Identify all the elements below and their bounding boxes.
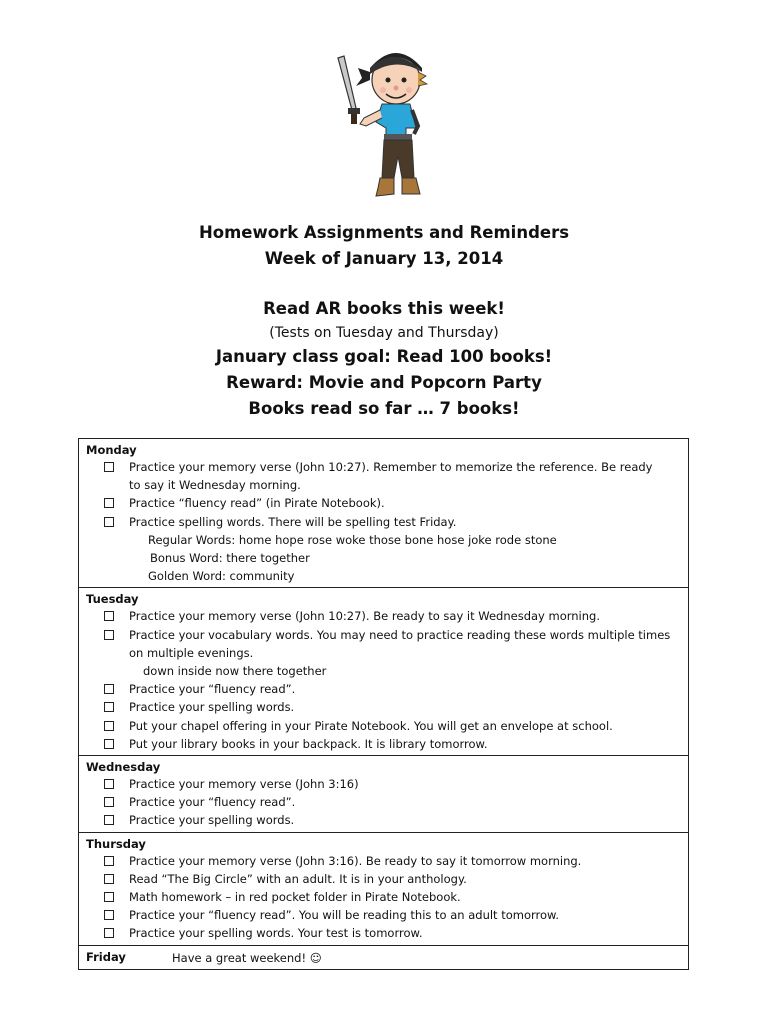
- checkbox: [104, 856, 114, 866]
- checkbox: [104, 630, 114, 640]
- checkbox: [104, 611, 114, 621]
- checkbox: [104, 498, 114, 508]
- list-item: Put your chapel offering in your Pirate Notebook. You will get an envelope at school.: [86, 717, 680, 735]
- list-item: Read “The Big Circle” with an adult. It is in your anthology.: [86, 870, 680, 888]
- day-monday: [79, 439, 688, 588]
- ar-books-heading: Read AR books this week!: [263, 299, 505, 318]
- page-title: Homework Assignments and Reminders: [198, 223, 570, 242]
- bonus-word: Bonus Word: there together: [150, 551, 310, 566]
- weekly-assignments-table: [78, 438, 689, 970]
- list-item-continuation: on multiple evenings.: [129, 645, 254, 660]
- checkbox: [104, 928, 114, 938]
- list-item: Practice your spelling words. Your test is tomorrow.: [86, 924, 680, 942]
- list-item-continuation: to say it Wednesday morning.: [129, 478, 301, 493]
- books-read-line: Books read so far … 7 books!: [248, 399, 520, 418]
- day-label: Tuesday: [86, 592, 139, 607]
- checkbox: [104, 462, 114, 472]
- checkbox: [104, 517, 114, 527]
- day-label: Friday: [86, 949, 126, 964]
- list-item: Practice your memory verse (John 3:16). Be ready to say it tomorrow morning.: [86, 852, 680, 870]
- list-item: Practice your memory verse (John 10:27). Be ready to say it Wednesday morning.: [86, 607, 680, 625]
- checkbox: [104, 874, 114, 884]
- checkbox: [104, 892, 114, 902]
- list-item: Practice your memory verse (John 10:27). Remember to memorize the reference. Be ready: [86, 458, 680, 476]
- list-item: Practice your “fluency read”. You will be reading this to an adult tomorrow.: [86, 906, 680, 924]
- list-item: Practice your vocabulary words. You may need to practice reading these words multiple times: [86, 626, 680, 644]
- golden-word: Golden Word: community: [148, 569, 295, 584]
- list-item: Practice your spelling words.: [86, 698, 680, 716]
- list-item: Practice your spelling words.: [86, 811, 680, 829]
- vocabulary-words: down inside now there together: [143, 664, 327, 679]
- list-item: Practice your memory verse (John 3:16): [86, 775, 680, 793]
- list-item: Practice spelling words. There will be spelling test Friday.: [86, 513, 680, 531]
- week-title: Week of January 13, 2014: [264, 249, 504, 268]
- day-label: Wednesday: [86, 760, 161, 775]
- checkbox: [104, 721, 114, 731]
- list-item: Practice your “fluency read”.: [86, 680, 680, 698]
- day-label: Thursday: [86, 836, 146, 851]
- list-item: Put your library books in your backpack. It is library tomorrow.: [86, 735, 680, 753]
- checkbox: [104, 684, 114, 694]
- checkbox: [104, 815, 114, 825]
- tests-note: (Tests on Tuesday and Thursday): [269, 325, 499, 341]
- pirate-boy-illustration: [330, 38, 440, 203]
- day-friday: [79, 946, 688, 969]
- day-tuesday: [79, 588, 688, 756]
- checkbox: [104, 739, 114, 749]
- checkbox: [104, 779, 114, 789]
- day-wednesday: [79, 756, 688, 833]
- header: [0, 220, 768, 272]
- day-thursday: [79, 833, 688, 946]
- class-goal: January class goal: Read 100 books!: [215, 347, 553, 366]
- list-item: Practice your “fluency read”.: [86, 793, 680, 811]
- checkbox: [104, 797, 114, 807]
- reward-line: Reward: Movie and Popcorn Party: [226, 373, 542, 392]
- list-item: Math homework – in red pocket folder in Pirate Notebook.: [86, 888, 680, 906]
- friday-message: Have a great weekend! ☺: [172, 950, 322, 965]
- checkbox: [104, 702, 114, 712]
- regular-words: Regular Words: home hope rose woke those bone hose joke rode stone: [148, 532, 557, 547]
- list-item: Practice “fluency read” (in Pirate Notebook).: [86, 494, 680, 512]
- day-label: Monday: [86, 443, 137, 457]
- checkbox: [104, 910, 114, 920]
- reading-reminder: [0, 296, 768, 422]
